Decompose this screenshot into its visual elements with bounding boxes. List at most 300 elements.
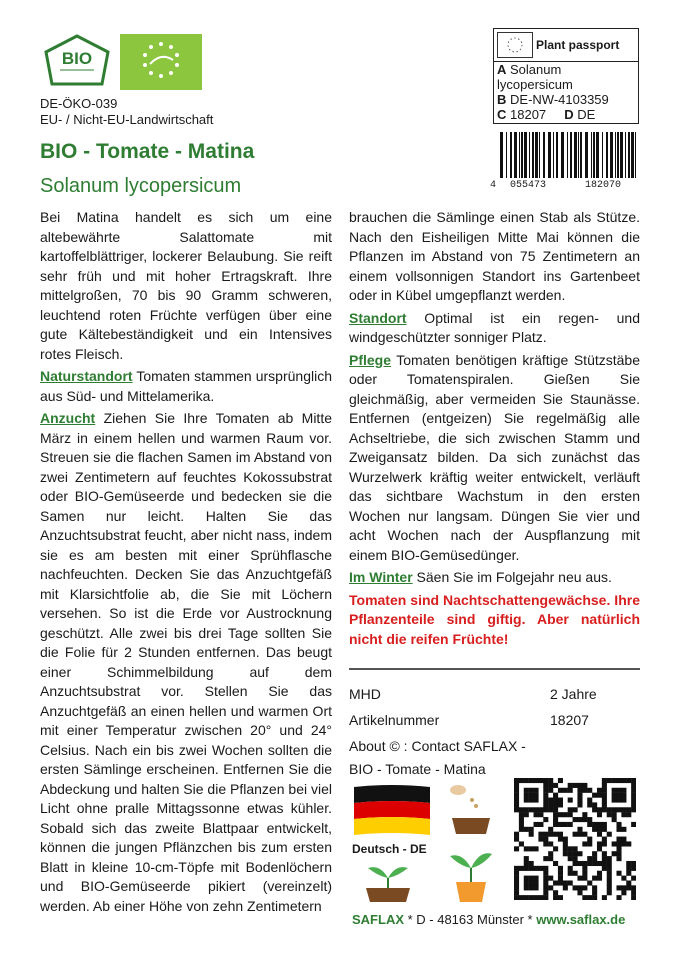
standort-heading: Standort bbox=[349, 309, 407, 326]
barcode-bar bbox=[524, 132, 527, 178]
bio-logo bbox=[42, 34, 112, 90]
qr-module bbox=[519, 866, 524, 871]
eco-control-code: DE-ÖKO-039 bbox=[40, 96, 118, 111]
qr-module bbox=[626, 812, 631, 817]
qr-module bbox=[514, 871, 519, 876]
qr-module bbox=[514, 798, 519, 803]
barcode-bar bbox=[631, 132, 634, 178]
qr-module bbox=[602, 866, 607, 871]
qr-module bbox=[612, 778, 617, 783]
barcode-bar bbox=[610, 132, 613, 178]
qr-module bbox=[529, 866, 534, 871]
qr-module bbox=[612, 793, 617, 798]
qr-module bbox=[519, 822, 524, 827]
language-label: Deutsch - DE bbox=[352, 842, 427, 856]
qr-module bbox=[548, 856, 553, 861]
qr-module bbox=[602, 856, 607, 861]
qr-module bbox=[626, 778, 631, 783]
qr-module bbox=[548, 832, 553, 837]
qr-module bbox=[519, 827, 524, 832]
bio-logo-text: BIO bbox=[61, 49, 93, 68]
qr-module bbox=[597, 788, 602, 793]
about-contact: About © : Contact SAFLAX - bbox=[349, 738, 526, 754]
qr-module bbox=[631, 866, 636, 871]
qr-module bbox=[529, 793, 534, 798]
qr-module bbox=[543, 876, 548, 881]
qr-module bbox=[592, 885, 597, 890]
qr-module bbox=[573, 861, 578, 866]
qr-module bbox=[577, 861, 582, 866]
plant-passport bbox=[493, 28, 639, 124]
qr-module bbox=[616, 788, 621, 793]
barcode-bar bbox=[500, 132, 503, 178]
qr-module bbox=[543, 895, 548, 900]
qr-module bbox=[558, 798, 563, 803]
qr-module bbox=[631, 783, 636, 788]
qr-module bbox=[563, 822, 568, 827]
qr-module bbox=[597, 822, 602, 827]
qr-module bbox=[577, 802, 582, 807]
winter-text: Säen Sie im Folgejahr neu aus. bbox=[412, 569, 612, 585]
naturstandort-paragraph bbox=[40, 367, 332, 406]
toxicity-warning: Tomaten sind Nachtschattengewächse. Ihre Pflanzenteile sind giftig. Aber natürlich nicht die reifen Früchte! bbox=[349, 591, 640, 647]
barcode-bar bbox=[519, 132, 520, 178]
qr-module bbox=[548, 807, 553, 812]
qr-module bbox=[577, 827, 582, 832]
qr-module bbox=[616, 851, 621, 856]
qr-module bbox=[616, 895, 621, 900]
barcode-bar bbox=[596, 132, 599, 178]
qr-module bbox=[597, 846, 602, 851]
qr-module bbox=[514, 876, 519, 881]
qr-module bbox=[524, 793, 529, 798]
qr-module bbox=[514, 880, 519, 885]
qr-module bbox=[543, 793, 548, 798]
qr-module bbox=[568, 851, 573, 856]
qr-module bbox=[602, 798, 607, 803]
qr-module bbox=[612, 812, 617, 817]
qr-module bbox=[568, 871, 573, 876]
plant-passport-title: Plant passport bbox=[536, 38, 620, 52]
qr-module bbox=[582, 885, 587, 890]
qr-module bbox=[631, 890, 636, 895]
qr-module bbox=[558, 778, 563, 783]
qr-module bbox=[577, 798, 582, 803]
footer-brand: SAFLAX bbox=[352, 912, 404, 927]
qr-module bbox=[514, 866, 519, 871]
qr-module bbox=[529, 788, 534, 793]
qr-module bbox=[519, 841, 524, 846]
qr-module bbox=[577, 876, 582, 881]
qr-module bbox=[592, 890, 597, 895]
qr-module bbox=[607, 871, 612, 876]
barcode-bar bbox=[529, 132, 530, 178]
qr-module bbox=[514, 778, 519, 783]
qr-module bbox=[587, 837, 592, 842]
qr-module bbox=[607, 812, 612, 817]
naturstandort-text: Tomaten stammen ursprünglich aus Süd- und Mittelamerika. bbox=[40, 368, 332, 404]
pflege-paragraph bbox=[349, 351, 640, 566]
qr-module bbox=[548, 783, 553, 788]
product-name-line: BIO - Tomate - Matina bbox=[349, 761, 486, 777]
qr-module bbox=[553, 812, 558, 817]
barcode-bar bbox=[602, 132, 603, 178]
qr-module bbox=[597, 812, 602, 817]
qr-module bbox=[597, 793, 602, 798]
qr-module bbox=[524, 895, 529, 900]
qr-module bbox=[631, 802, 636, 807]
qr-module bbox=[597, 807, 602, 812]
qr-module bbox=[543, 890, 548, 895]
product-subtitle: Solanum lycopersicum bbox=[40, 175, 242, 197]
passport-a-label: A bbox=[497, 62, 507, 77]
qr-module bbox=[616, 778, 621, 783]
qr-module bbox=[568, 846, 573, 851]
passport-d-label: D bbox=[564, 107, 574, 122]
qr-module bbox=[616, 856, 621, 861]
qr-module bbox=[597, 871, 602, 876]
qr-module bbox=[514, 895, 519, 900]
qr-module bbox=[519, 807, 524, 812]
qr-module bbox=[602, 793, 607, 798]
qr-module bbox=[524, 846, 529, 851]
qr-module bbox=[587, 788, 592, 793]
qr-module bbox=[568, 783, 573, 788]
qr-module bbox=[616, 798, 621, 803]
qr-module bbox=[621, 798, 626, 803]
qr-module bbox=[573, 871, 578, 876]
qr-module bbox=[558, 802, 563, 807]
qr-module bbox=[529, 798, 534, 803]
qr-module bbox=[631, 861, 636, 866]
qr-module bbox=[563, 846, 568, 851]
barcode-bar bbox=[553, 132, 554, 178]
barcode-bar bbox=[606, 132, 608, 178]
footer-address: * D - 48163 Münster * bbox=[404, 912, 537, 927]
qr-module bbox=[538, 812, 543, 817]
passport-b-value: DE-NW-4103359 bbox=[510, 92, 609, 107]
description-right-column bbox=[349, 208, 640, 652]
qr-module bbox=[553, 807, 558, 812]
qr-module bbox=[587, 895, 592, 900]
qr-module bbox=[631, 822, 636, 827]
qr-module bbox=[582, 817, 587, 822]
qr-module bbox=[602, 851, 607, 856]
qr-module bbox=[568, 807, 573, 812]
anzucht-heading: Anzucht bbox=[40, 410, 96, 426]
qr-module bbox=[548, 827, 553, 832]
qr-module bbox=[534, 798, 539, 803]
qr-module bbox=[538, 822, 543, 827]
qr-module bbox=[602, 783, 607, 788]
qr-module bbox=[563, 885, 568, 890]
barcode-bar bbox=[510, 132, 512, 178]
qr-module bbox=[543, 778, 548, 783]
qr-module bbox=[514, 832, 519, 837]
mhd-label: MHD bbox=[349, 686, 381, 702]
qr-module bbox=[602, 807, 607, 812]
qr-module bbox=[553, 817, 558, 822]
barcode bbox=[498, 132, 640, 178]
qr-module bbox=[519, 812, 524, 817]
barcode-bar bbox=[617, 132, 619, 178]
qr-module bbox=[529, 846, 534, 851]
divider bbox=[349, 668, 640, 670]
qr-module bbox=[514, 802, 519, 807]
qr-module bbox=[524, 798, 529, 803]
anzucht-continued-text: brauchen die Sämlinge einen Stab als Stütze. Nach den Eisheiligen Mitte Mai können die Pflanzen im Abstand von 75 Zentimetern an einem vollsonnigen Standort ins Gartenbeet oder in Kübel umgepflanzt werden. bbox=[349, 209, 640, 303]
qr-module bbox=[529, 876, 534, 881]
qr-module bbox=[543, 841, 548, 846]
qr-module bbox=[577, 783, 582, 788]
qr-module bbox=[543, 788, 548, 793]
qr-module bbox=[607, 876, 612, 881]
qr-module bbox=[587, 841, 592, 846]
barcode-bar bbox=[628, 132, 630, 178]
barcode-bar bbox=[506, 132, 507, 178]
qr-module bbox=[568, 788, 573, 793]
anzucht-text: Ziehen Sie Ihre Tomaten ab Mitte März in einem hellen und warmen Raum vor. Streuen sie die flachen Samen im Abstand von zwei Zentimetern auf feuchtes Kokossubstrat oder BIO-Gemüseerde und bedecken sie die Samen nur leicht. Halten Sie das Anzuchtsubstrat feucht, aber nicht nass, indem sie es am besten mit einer Sprühflasche nachfeuchten. Decken Sie das Anzuchtgefäß mit Klarsichtfolie ab, die Sie mit Löchern versehen. So ist die Erde vor Austrocknung geschützt. Alle zwei bis drei Tage sollten Sie die Folie für 2 Stunden entfernen. Das beugt einer Schimmelbildung auf dem Anzuchtsubstrat vor. Stellen Sie das Anzuchtgefäß an einen hellen und warmen Ort mit einer Temperatur zwischen 20° und 24° Celsius. Nach ein bis zwei Wochen sollten die ersten Sämlinge erscheinen. Entfernen Sie die Abdeckung und halten Sie die Pflanzen bei viel Licht ohne pralle Mittagssonne etwas kühler. Sobald sich das zweite Blattpaar entwickelt, können die jungen Pflänzchen bis zum ersten Blatt in kleine 10-cm-Töpfe mit Bodenlöchern und BIO-Gemüseerde pikiert (vereinzelt) werden. Ab einer Höhe von zehn Zentimetern bbox=[40, 410, 332, 914]
standort-paragraph bbox=[349, 309, 640, 348]
qr-module bbox=[543, 856, 548, 861]
qr-module bbox=[524, 861, 529, 866]
qr-module bbox=[558, 876, 563, 881]
qr-module bbox=[568, 822, 573, 827]
qr-module bbox=[519, 895, 524, 900]
qr-module bbox=[534, 788, 539, 793]
qr-module bbox=[563, 841, 568, 846]
qr-module bbox=[514, 807, 519, 812]
qr-module bbox=[524, 876, 529, 881]
qr-module bbox=[612, 807, 617, 812]
qr-module bbox=[597, 876, 602, 881]
barcode-digits-left: 055473 bbox=[510, 180, 547, 191]
qr-module bbox=[631, 807, 636, 812]
qr-module bbox=[543, 783, 548, 788]
qr-module bbox=[602, 837, 607, 842]
qr-module bbox=[602, 861, 607, 866]
qr-module bbox=[529, 807, 534, 812]
qr-module bbox=[563, 880, 568, 885]
barcode-digits-right: 182070 bbox=[585, 180, 622, 191]
qr-module bbox=[573, 783, 578, 788]
qr-module bbox=[563, 788, 568, 793]
qr-module bbox=[558, 871, 563, 876]
qr-module bbox=[607, 778, 612, 783]
qr-module bbox=[568, 856, 573, 861]
qr-module bbox=[631, 895, 636, 900]
barcode-bar bbox=[570, 132, 572, 178]
qr-module bbox=[616, 841, 621, 846]
passport-d-value: DE bbox=[577, 107, 596, 122]
qr-module bbox=[621, 837, 626, 842]
qr-module bbox=[582, 832, 587, 837]
qr-module bbox=[592, 827, 597, 832]
qr-module bbox=[592, 822, 597, 827]
qr-module bbox=[553, 846, 558, 851]
naturstandort-heading: Naturstandort bbox=[40, 368, 133, 384]
qr-code[interactable] bbox=[514, 778, 636, 900]
qr-module bbox=[558, 866, 563, 871]
qr-module bbox=[568, 866, 573, 871]
intro-paragraph: Bei Matina handelt es sich um eine altebewährte Salattomate mit kartoffelblättriger, lockerer Belaubung. Sie reift sehr früh und mit hoher Ertragskraft. Ihre mittelgroßen, 70 bis 90 Gramm schweren, leuchtend roten Früchte verfügen über eine gute Kältebeständigkeit und ein Intensives rotes Fleisch. bbox=[40, 209, 332, 362]
qr-module bbox=[616, 871, 621, 876]
qr-module bbox=[631, 798, 636, 803]
qr-module bbox=[582, 812, 587, 817]
qr-module bbox=[602, 841, 607, 846]
qr-module bbox=[558, 837, 563, 842]
qr-module bbox=[543, 837, 548, 842]
qr-module bbox=[597, 832, 602, 837]
qr-module bbox=[524, 812, 529, 817]
sowing-seeds-icon bbox=[446, 782, 496, 838]
qr-module bbox=[558, 822, 563, 827]
qr-module bbox=[592, 802, 597, 807]
qr-module bbox=[524, 807, 529, 812]
qr-module bbox=[592, 876, 597, 881]
qr-module bbox=[553, 880, 558, 885]
qr-module bbox=[519, 817, 524, 822]
qr-module bbox=[587, 798, 592, 803]
qr-module bbox=[592, 861, 597, 866]
qr-module bbox=[534, 793, 539, 798]
qr-module bbox=[534, 822, 539, 827]
qr-module bbox=[553, 783, 558, 788]
qr-module bbox=[514, 788, 519, 793]
barcode-bar bbox=[556, 132, 558, 178]
qr-module bbox=[558, 895, 563, 900]
potted-plant-icon bbox=[448, 846, 494, 904]
qr-module bbox=[534, 807, 539, 812]
qr-module bbox=[553, 802, 558, 807]
qr-module bbox=[538, 832, 543, 837]
qr-module bbox=[534, 866, 539, 871]
qr-module bbox=[543, 885, 548, 890]
qr-module bbox=[534, 778, 539, 783]
qr-module bbox=[587, 861, 592, 866]
barcode-bar bbox=[539, 132, 540, 178]
product-title: BIO - Tomate - Matina bbox=[40, 140, 255, 163]
qr-module bbox=[602, 788, 607, 793]
qr-module bbox=[626, 871, 631, 876]
qr-module bbox=[602, 778, 607, 783]
qr-module bbox=[534, 895, 539, 900]
eco-origin: EU- / Nicht-EU-Landwirtschaft bbox=[40, 112, 214, 127]
qr-module bbox=[548, 788, 553, 793]
qr-module bbox=[587, 880, 592, 885]
barcode-bar bbox=[591, 132, 592, 178]
qr-module bbox=[577, 832, 582, 837]
winter-paragraph bbox=[349, 568, 640, 588]
qr-module bbox=[582, 871, 587, 876]
description-left-column bbox=[40, 208, 332, 919]
qr-module bbox=[602, 802, 607, 807]
qr-module bbox=[524, 778, 529, 783]
qr-module bbox=[573, 846, 578, 851]
barcode-bar bbox=[548, 132, 551, 178]
anzucht-paragraph bbox=[40, 409, 332, 916]
qr-module bbox=[519, 778, 524, 783]
german-flag-icon bbox=[352, 783, 432, 839]
qr-module bbox=[582, 866, 587, 871]
qr-module bbox=[529, 895, 534, 900]
qr-module bbox=[558, 880, 563, 885]
qr-module bbox=[548, 851, 553, 856]
qr-module bbox=[587, 822, 592, 827]
pflege-heading: Pflege bbox=[349, 351, 392, 368]
passport-a-value-2: lycopersicum bbox=[497, 77, 573, 92]
qr-module bbox=[592, 895, 597, 900]
qr-module bbox=[524, 885, 529, 890]
passport-b-label: B bbox=[497, 92, 507, 107]
qr-module bbox=[582, 783, 587, 788]
qr-module bbox=[514, 837, 519, 842]
qr-module bbox=[543, 817, 548, 822]
barcode-bar bbox=[635, 132, 636, 178]
qr-module bbox=[631, 885, 636, 890]
qr-module bbox=[621, 793, 626, 798]
barcode-bar bbox=[585, 132, 588, 178]
barcode-bar bbox=[574, 132, 577, 178]
seedling-tray-icon bbox=[360, 858, 416, 904]
qr-module bbox=[607, 832, 612, 837]
qr-module bbox=[626, 861, 631, 866]
barcode-bar bbox=[521, 132, 523, 178]
qr-module bbox=[534, 846, 539, 851]
qr-module bbox=[538, 866, 543, 871]
qr-module bbox=[626, 807, 631, 812]
barcode-bar bbox=[535, 132, 538, 178]
qr-module bbox=[573, 851, 578, 856]
qr-module bbox=[597, 861, 602, 866]
qr-module bbox=[524, 788, 529, 793]
barcode-bar bbox=[593, 132, 595, 178]
barcode-bar bbox=[567, 132, 568, 178]
qr-module bbox=[534, 880, 539, 885]
qr-module bbox=[597, 827, 602, 832]
qr-module bbox=[607, 880, 612, 885]
qr-module bbox=[592, 851, 597, 856]
qr-module bbox=[612, 841, 617, 846]
qr-module bbox=[577, 793, 582, 798]
qr-module bbox=[529, 778, 534, 783]
qr-module bbox=[607, 861, 612, 866]
passport-c-label: C bbox=[497, 107, 507, 122]
qr-module bbox=[607, 885, 612, 890]
qr-module bbox=[553, 861, 558, 866]
passport-c-value: 18207 bbox=[510, 107, 547, 122]
qr-module bbox=[621, 885, 626, 890]
qr-module bbox=[563, 812, 568, 817]
qr-module bbox=[602, 827, 607, 832]
qr-module bbox=[621, 778, 626, 783]
qr-module bbox=[626, 885, 631, 890]
qr-module bbox=[538, 895, 543, 900]
qr-module bbox=[514, 793, 519, 798]
qr-module bbox=[529, 880, 534, 885]
qr-module bbox=[616, 837, 621, 842]
footer-url[interactable]: www.saflax.de bbox=[536, 912, 626, 927]
passport-a-value-1: Solanum bbox=[510, 62, 562, 77]
qr-module bbox=[543, 807, 548, 812]
qr-module bbox=[553, 832, 558, 837]
qr-module bbox=[631, 793, 636, 798]
qr-module bbox=[558, 788, 563, 793]
qr-module bbox=[631, 778, 636, 783]
qr-module bbox=[543, 832, 548, 837]
qr-module bbox=[626, 880, 631, 885]
qr-module bbox=[538, 837, 543, 842]
